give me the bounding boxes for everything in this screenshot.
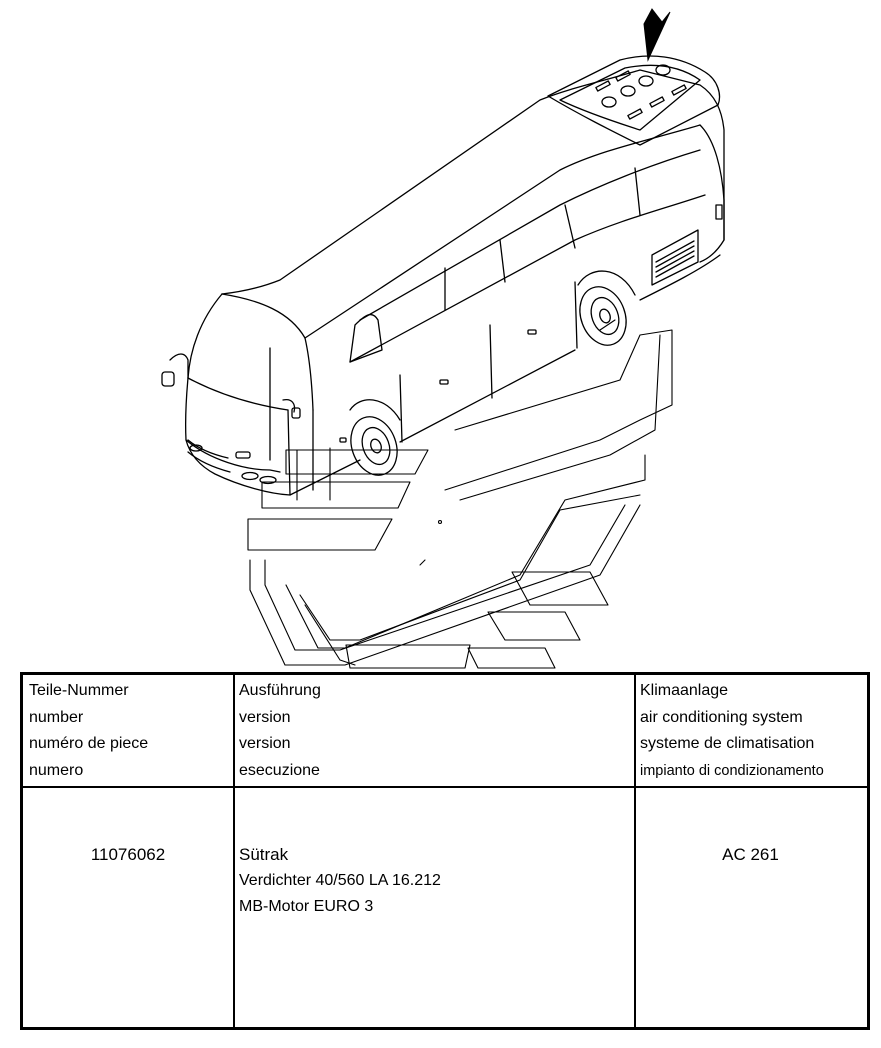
header-version-it: esecuzione [239,761,320,779]
header-part-number-fr: numéro de piece [29,735,149,752]
header-ac-en: air conditioning system [640,708,803,726]
header-part-number-en: number [29,708,84,726]
header-version-fr: version [239,735,291,752]
header-part-number-de: Teile-Nummer [29,682,129,699]
floor-layout-diagram [248,320,672,668]
version-line-3: MB-Motor EURO 3 [239,898,374,915]
header-ac-it: impianto di condizionamento [640,762,824,779]
version-line-1: Sütrak [239,845,289,864]
header-ac-fr: systeme de climatisation [640,735,815,752]
header-part-number-it: numero [29,761,84,779]
pointer-arrow-icon [644,9,670,60]
part-number-value: 11076062 [90,845,166,864]
column-divider [233,675,235,1027]
header-air-conditioning [640,678,824,784]
header-version-de: Ausführung [239,682,321,699]
header-version [239,678,321,784]
version-line-2: Verdichter 40/560 LA 16.212 [239,872,441,889]
header-version-en: version [239,708,291,726]
header-part-number [29,678,148,784]
bus-body [162,56,724,495]
header-ac-de: Klimaanlage [640,682,729,699]
parts-table [20,672,870,1030]
header-divider [23,786,867,788]
air-conditioning-value: AC 261 [722,845,779,864]
